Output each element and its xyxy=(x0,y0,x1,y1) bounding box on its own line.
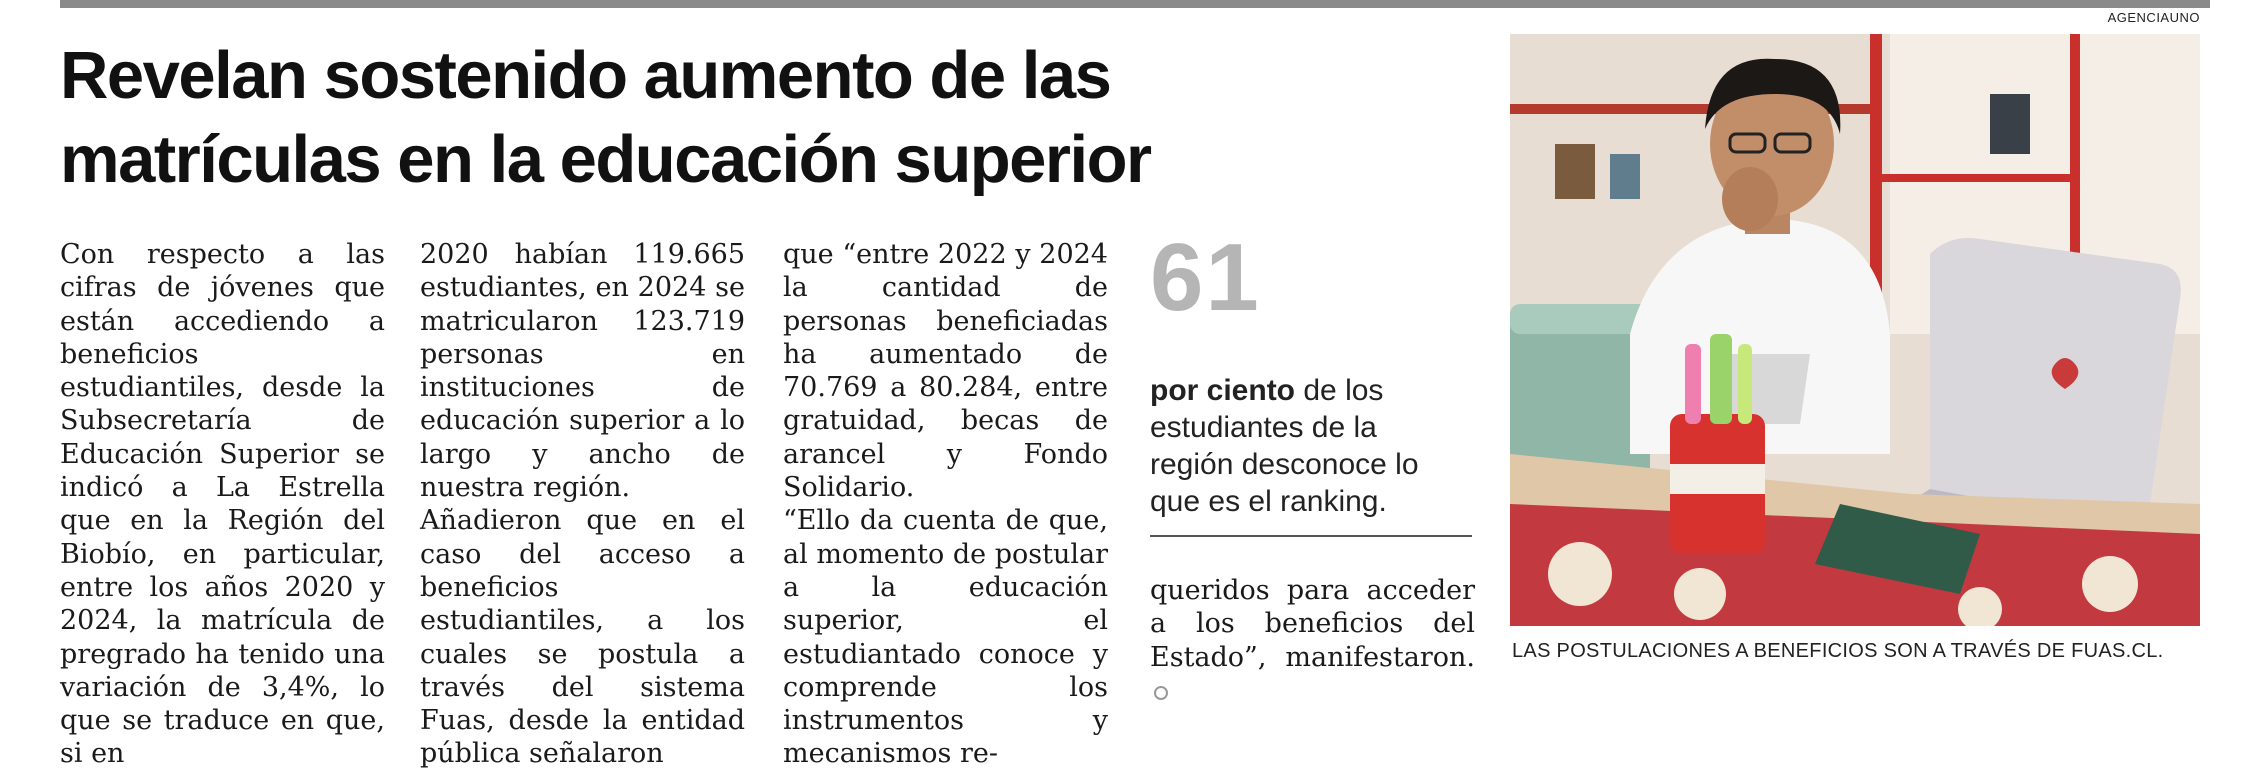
paragraph: Con respecto a las cifras de jóvenes que están accediendo a beneficios estudiantiles, desde la Subsecretaría de Educación Superior se indicó a La Estrella que en la Región del Biobío, en particular, entre los años 2020 y 2024, la matrícula de pregrado ha tenido una variación de 3,4%, lo que se traduce en que, si en xyxy=(60,239,385,770)
end-mark-icon xyxy=(1154,686,1168,700)
photo-credit: AGENCIAUNO xyxy=(2107,10,2200,25)
article-photo xyxy=(1510,34,2200,626)
paragraph: Añadieron que en el caso del acceso a beneficios estudiantiles, a los cuales se postula a través del sistema Fuas, desde la entidad pública señalaron xyxy=(420,505,745,770)
body-column-1 xyxy=(60,238,385,771)
photo-caption: LAS POSTULACIONES A BENEFICIOS SON A TRAVÉS DE FUAS.CL. xyxy=(1512,640,2164,662)
paragraph-text: queridos para acceder a los beneficios del Estado”, manifestaron. xyxy=(1150,575,1475,673)
stat-text: de los estudiantes de la región desconoce lo que es el ranking. xyxy=(1150,374,1419,518)
paragraph: “Ello da cuenta de que, al momento de postular a la educación superior, el estudiantado conoce y comprende los instrumentos y mecanismos re- xyxy=(783,505,1108,770)
body-column-4 xyxy=(1150,574,1475,707)
headline-line-1: Revelan sostenido aumento de las xyxy=(60,38,1111,113)
top-rule xyxy=(60,0,2210,8)
headline xyxy=(60,34,1480,202)
photo-illustration xyxy=(1510,34,2200,626)
paragraph: que “entre 2022 y 2024 la cantidad de personas beneficiadas ha aumentado de 70.769 a 80.284, entre gratuidad, becas de arancel y Fondo Solidario. xyxy=(783,239,1108,504)
stat-unit: por ciento xyxy=(1150,374,1296,407)
stat-number: 61 xyxy=(1150,224,1261,331)
body-column-2 xyxy=(420,238,745,771)
stat-description xyxy=(1150,372,1450,520)
paragraph xyxy=(1150,574,1475,707)
divider xyxy=(1150,535,1472,537)
headline-line-2: matrículas en la educación superior xyxy=(60,122,1151,197)
body-column-3 xyxy=(783,238,1108,771)
paragraph: 2020 habían 119.665 estudiantes, en 2024 se matricularon 123.719 personas en instituciones de educación superior a lo largo y ancho de nuestra región. xyxy=(420,239,745,504)
